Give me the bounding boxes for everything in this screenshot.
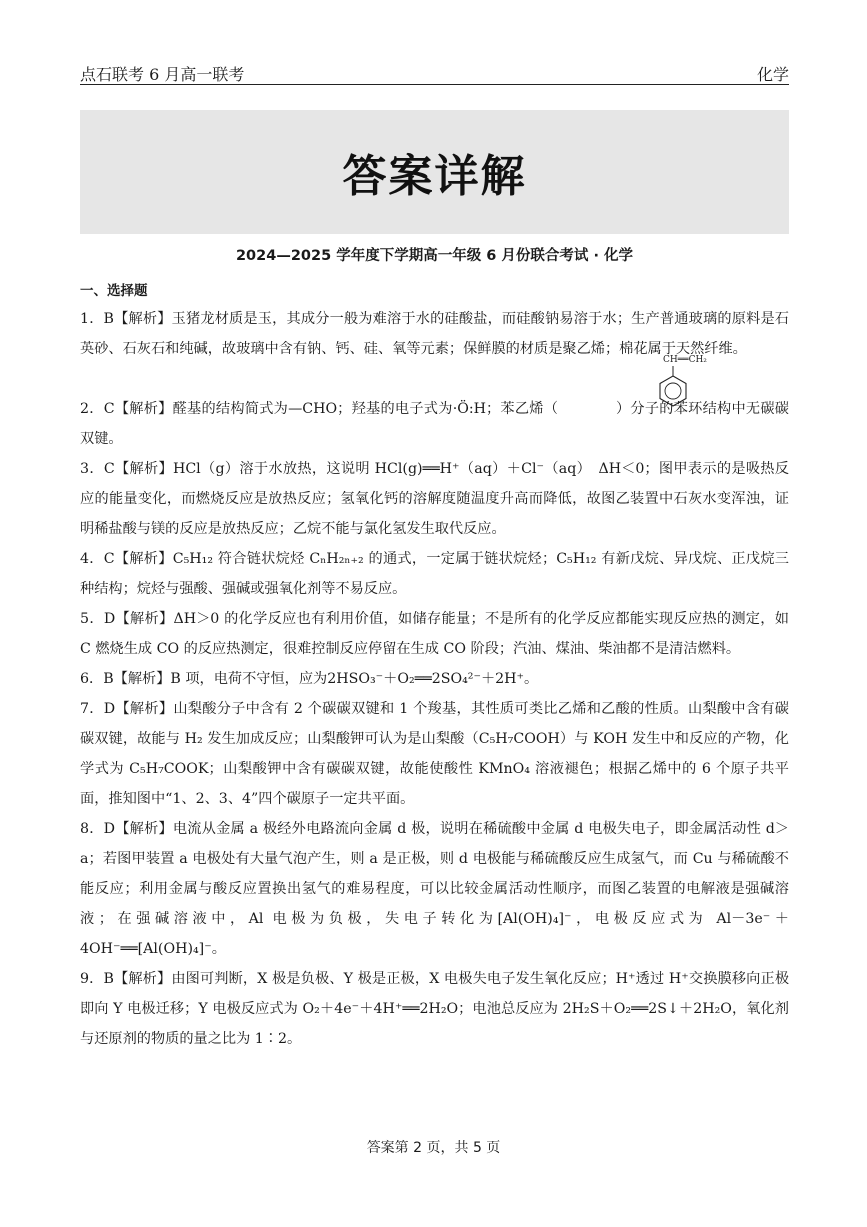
answer-4-text: C₅H₁₂ 符合链状烷烃 CₙH₂ₙ₊₂ 的通式，一定属于链状烷烃；C₅H₁₂ 有新戊烷、异戊烷、正戊烷三种结构；烷烃与强酸、强碱或强氧化剂等不易反应。 (80, 551, 789, 597)
answer-9-text: 由图可判断，X 极是负极、Y 极是正极，X 电极失电子发生氧化反应；H⁺透过 H⁺交换膜移向正极即向 Y 电极迁移；Y 电极反应式为 O₂＋4e⁻＋4H⁺══2H₂O；电池总反应为 2H₂S＋O₂══2S↓＋2H₂O，氧化剂与还原剂的物质的量之比为 1∶2。 (80, 971, 790, 1047)
exam-subtitle: 2024—2025 学年度下学期高一年级 6 月份联合考试 · 化学 (235, 248, 634, 264)
answer-8 (80, 814, 789, 964)
answer-1-text: 玉猪龙材质是玉，其成分一般为难溶于水的硅酸盐，而硅酸钠易溶于水；生产普通玻璃的原料是石英砂、石灰石和纯碱，故玻璃中含有钠、钙、硅、氧等元素；保鲜膜的材质是聚乙烯；棉花属于天然纤维。 (80, 311, 789, 357)
answer-2-label: 2．C【解析】 (80, 401, 173, 417)
answer-8-label: 8．D【解析】 (80, 821, 173, 837)
answer-6 (80, 664, 789, 694)
answer-1-label: 1．B【解析】 (80, 311, 172, 327)
title-banner (80, 110, 789, 234)
answer-3-text: HCl（g）溶于水放热，这说明 HCl(g)══H⁺（aq）＋Cl⁻（aq） ΔH＜0；图甲表示的是吸热反应的能量变化，而燃烧反应是放热反应；氢氧化钙的溶解度随温度升高而降低，故图乙装置中石灰水变浑浊，证明稀盐酸与镁的反应是放热反应；乙烷不能与氯化氢发生取代反应。 (80, 461, 789, 537)
answer-9 (80, 964, 789, 1054)
answer-5-text: ΔH＞0 的化学反应也有利用价值，如储存能量；不是所有的化学反应都能实现反应热的测定，如 C 燃烧生成 CO 的反应热测定，很难控制反应停留在生成 CO 阶段；汽油、煤油、柴油都不是清洁燃料。 (80, 611, 789, 657)
page-footer: 答案第 2 页，共 5 页 (366, 1140, 501, 1156)
exam-name: 点石联考 6 月高一联考 (80, 65, 245, 84)
answer-3-label: 3．C【解析】 (80, 461, 173, 477)
answer-8-text: 电流从金属 a 极经外电路流向金属 d 极，说明在稀硫酸中金属 d 电极失电子，即金属活动性 d＞a；若图甲装置 a 电极处有大量气泡产生，则 a 是正极，则 d 电极能与稀硫酸反应生成氢气，而 Cu 与稀硫酸不能反应；利用金属与酸反应置换出氢气的难易程度，可以比较金属活动性顺序，而图乙装置的电解液是强碱溶液；在强碱溶液中，Al 电极为负极，失电子转化为[Al(OH)₄]⁻，电极反应式为 Al－3e⁻＋4OH⁻══[Al(OH)₄]⁻。 (80, 821, 789, 957)
answer-4-label: 4．C【解析】 (80, 551, 173, 567)
answer-6-label: 6．B【解析】 (80, 671, 171, 687)
section-title: 一、选择题 (80, 283, 148, 299)
answer-7-label: 7．D【解析】 (80, 701, 174, 717)
answer-2 (80, 355, 789, 454)
answer-7-text: 山梨酸分子中含有 2 个碳碳双键和 1 个羧基，其性质可类比乙烯和乙酸的性质。山梨酸中含有碳碳双键，故能与 H₂ 发生加成反应；山梨酸钾可认为是山梨酸（C₅H₇COOH）与 KOH 发生中和反应的产物，化学式为 C₅H₇COOK；山梨酸钾中含有碳碳双键，故能使酸性 KMnO₄ 溶液褪色；根据乙烯中的 6 个原子共平面，推知图中“1、2、3、4”四个碳原子一定共平面。 (80, 701, 789, 807)
page-header (80, 60, 789, 85)
styrene-vinyl-label: CH══CH₂ (663, 355, 707, 365)
answer-5-label: 5．D【解析】 (80, 611, 174, 627)
answer-3 (80, 454, 789, 544)
styrene-structure-diagram (593, 352, 713, 418)
answer-5 (80, 604, 789, 664)
benzene-aromatic-circle (665, 383, 681, 399)
answer-6-text: B 项，电荷不守恒，应为2HSO₃⁻＋O₂══2SO₄²⁻＋2H⁺。 (170, 671, 539, 687)
answer-7 (80, 694, 789, 814)
subject-name: 化学 (756, 65, 789, 84)
page-title: 答案详解 (342, 151, 527, 202)
answer-9-label: 9．B【解析】 (80, 971, 172, 987)
benzene-ring (660, 376, 686, 406)
answer-2-text: 醛基的结构简式为—CHO；羟基的电子式为·Ö:H；苯乙烯（ ）分子的苯环结构中无碳碳双键。 (80, 401, 789, 447)
answer-list (80, 304, 789, 1054)
answer-4 (80, 544, 789, 604)
